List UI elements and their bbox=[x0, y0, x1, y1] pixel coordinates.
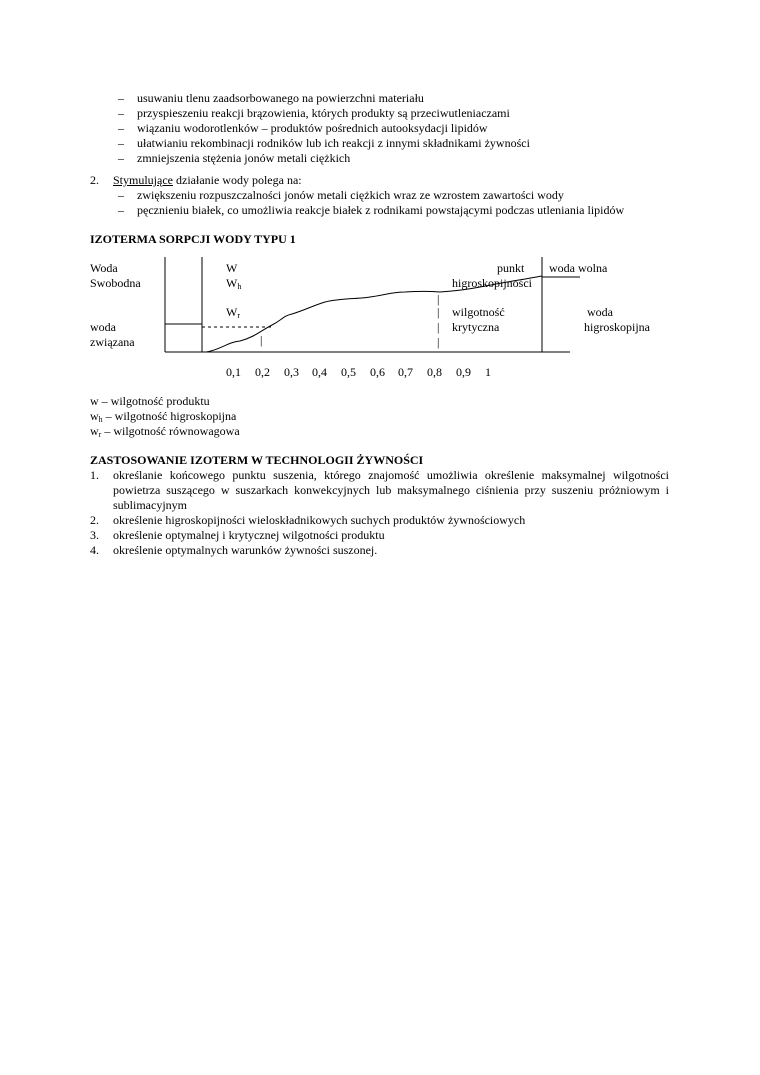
list-item: usuwaniu tlenu zaadsorbowanego na powierzchni materiału bbox=[137, 91, 424, 105]
list-item: wiązaniu wodorotlenków – produktów pośrednich autooksydacji lipidów bbox=[137, 121, 488, 135]
section-number: 2. bbox=[90, 173, 99, 187]
dash-bullet: – bbox=[118, 91, 124, 105]
dash-bullet: – bbox=[118, 106, 124, 120]
label-woda-right: woda bbox=[587, 305, 613, 319]
tick-mark: | bbox=[437, 335, 440, 349]
axis-tick-label: 0,3 bbox=[284, 365, 299, 379]
list-item: zwiększeniu rozpuszczalności jonów metali ciężkich wraz ze wzrostem zawartości wody bbox=[137, 188, 564, 202]
axis-tick-label: 0,1 bbox=[226, 365, 241, 379]
app-item: określenie higroskopijności wieloskładnikowych suchych produktów żywnościowych bbox=[113, 513, 526, 527]
dash-bullet: – bbox=[118, 151, 124, 165]
label-swobodna: Swobodna bbox=[90, 276, 141, 290]
app-number: 2. bbox=[90, 513, 99, 527]
legend-wh: $w_h$ – wilgotność higroskopijna bbox=[90, 409, 237, 424]
isotherm-heading: IZOTERMA SORPCJI WODY TYPU 1 bbox=[90, 232, 296, 246]
legend-wr: $w_r$ – wilgotność równowagowa bbox=[90, 424, 240, 439]
label-wh: $W_h$ bbox=[226, 276, 242, 291]
label-krytyczna: krytyczna bbox=[452, 320, 500, 334]
axis-tick-label: 0,9 bbox=[456, 365, 471, 379]
app-item: określenie optymalnej i krytycznej wilgotności produktu bbox=[113, 528, 385, 542]
axis-tick-label: 0,6 bbox=[370, 365, 385, 379]
label-higroskopijna: higroskopijna bbox=[584, 320, 650, 334]
axis-tick-label: 0,7 bbox=[398, 365, 413, 379]
label-punkt: punkt bbox=[497, 261, 525, 275]
tick-mark: | bbox=[437, 320, 440, 334]
list-item: zmniejszenia stężenia jonów metali ciężkich bbox=[137, 151, 351, 165]
list-item: pęcznieniu białek, co umożliwia reakcje białek z rodnikami powstającymi podczas utleniania lipidów bbox=[137, 203, 625, 217]
tick-mark: | bbox=[437, 305, 440, 319]
section-rest: działanie wody polega na: bbox=[173, 173, 302, 187]
label-zwiazana: związana bbox=[90, 335, 135, 349]
label-w: W bbox=[226, 261, 238, 275]
tick-mark: | bbox=[260, 333, 263, 347]
axis-tick-label: 1 bbox=[485, 365, 491, 379]
applications-heading: ZASTOSOWANIE IZOTERM W TECHNOLOGII ŻYWNOŚCI bbox=[90, 453, 424, 467]
app-number: 4. bbox=[90, 543, 99, 557]
dash-bullet: – bbox=[118, 136, 124, 150]
section-term: Stymulujące bbox=[113, 173, 173, 187]
label-higroskopijnosci: higroskopijności bbox=[452, 276, 532, 290]
dash-bullet: – bbox=[118, 203, 124, 217]
axis-tick-label: 0,4 bbox=[312, 365, 327, 379]
dash-bullet: – bbox=[118, 121, 124, 135]
axis-tick-label: 0,8 bbox=[427, 365, 442, 379]
app-number: 1. bbox=[90, 468, 99, 482]
label-woda-wolna: woda wolna bbox=[549, 261, 608, 275]
app-item: określanie końcowego punktu suszenia, którego znajomość umożliwia określenie maksymalnej wilgotności powietrza suszącego w suszarkach konwekcyjnych lub maksymalnego ciśnienia przy suszeniu próżniowym i sublimacyjnym bbox=[113, 468, 669, 512]
list-item: przyspieszeniu reakcji brązowienia, których produkty są przeciwutleniaczami bbox=[137, 106, 510, 120]
label-wr: $W_r$ bbox=[226, 305, 240, 320]
label-woda: Woda bbox=[90, 261, 118, 275]
label-wilgotnosc: wilgotność bbox=[452, 305, 505, 319]
label-woda-zwiazana: woda bbox=[90, 320, 116, 334]
axis-tick-label: 0,5 bbox=[341, 365, 356, 379]
axis-tick-label: 0,2 bbox=[255, 365, 270, 379]
legend-w: w – wilgotność produktu bbox=[90, 394, 210, 408]
app-number: 3. bbox=[90, 528, 99, 542]
list-item: ułatwianiu rekombinacji rodników lub ich reakcji z innymi składnikami żywności bbox=[137, 136, 530, 150]
app-item: określenie optymalnych warunków żywności suszonej. bbox=[113, 543, 378, 557]
dash-bullet: – bbox=[118, 188, 124, 202]
tick-mark: | bbox=[437, 292, 440, 306]
